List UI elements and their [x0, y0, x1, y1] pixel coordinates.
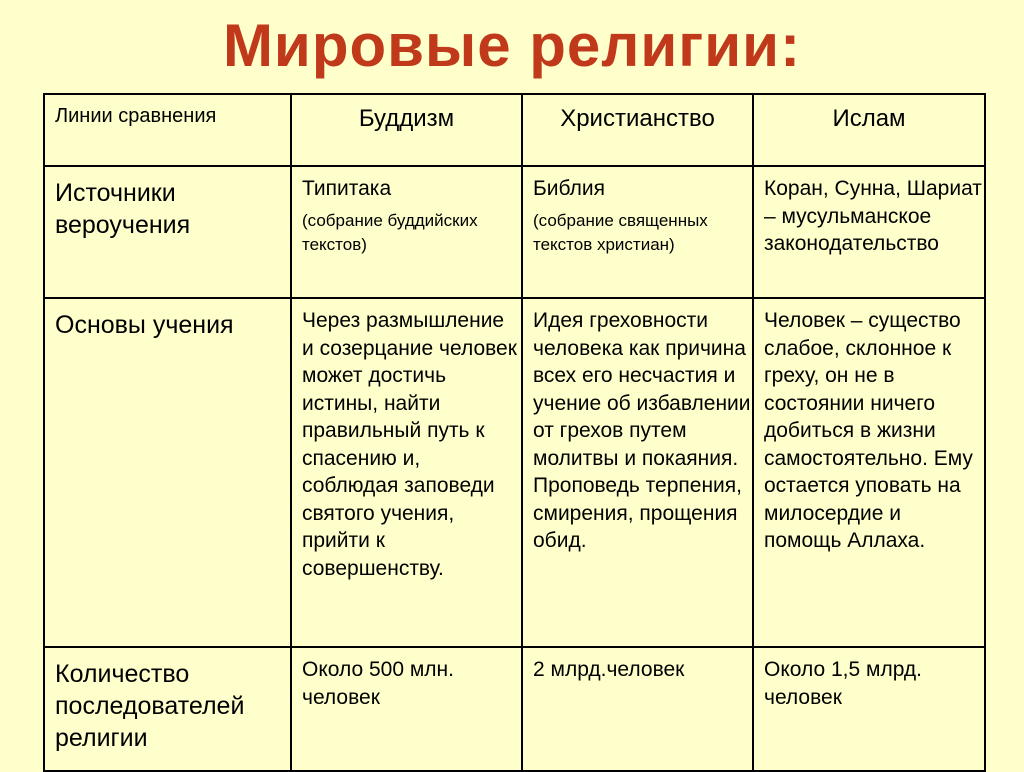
cell-followers-buddhism: Около 500 млн. человек — [291, 647, 522, 771]
cell-teaching-christianity: Идея греховности человека как причина всех его несчастия и учение об избавлении от грехов путем молитвы и покаяния. Проповедь терпения, смирения, прощения обид. — [522, 298, 753, 647]
header-buddhism: Буддизм — [291, 94, 522, 166]
table-row-teaching — [44, 298, 985, 647]
cell-sources-christianity — [522, 166, 753, 298]
row-label-followers: Количество последователей религии — [44, 647, 291, 771]
table-header-row — [44, 94, 985, 166]
comparison-table — [43, 93, 986, 772]
cell-main-text: Библия — [533, 177, 605, 200]
cell-teaching-islam: Человек – существо слабое, склонное к греху, он не в состоянии ничего добиться в жизни самостоятельно. Ему остается уповать на милосердие и помощь Аллаха. — [753, 298, 985, 647]
header-christianity: Христианство — [522, 94, 753, 166]
cell-main-text: Типитака — [302, 177, 392, 200]
table-row-followers — [44, 647, 985, 771]
cell-main-text: Коран, Сунна, Шариат – мусульманское законодательство — [764, 177, 982, 255]
cell-followers-islam: Около 1,5 млрд. человек — [753, 647, 985, 771]
cell-note-text: (собрание священных текстов христиан) — [533, 210, 708, 254]
header-criteria: Линии сравнения — [44, 94, 291, 166]
cell-teaching-buddhism: Через размышление и созерцание человек может достичь истины, найти правильный путь к спасению и, соблюдая заповеди святого учения, прийти к совершенству. — [291, 298, 522, 647]
row-label-teaching: Основы учения — [44, 298, 291, 647]
cell-sources-buddhism — [291, 166, 522, 298]
cell-followers-christianity: 2 млрд.человек — [522, 647, 753, 771]
table-row-sources — [44, 166, 985, 298]
cell-note-text: (собрание буддийских текстов) — [302, 210, 478, 254]
cell-sources-islam — [753, 166, 985, 298]
row-label-sources: Источники вероучения — [44, 166, 291, 298]
header-islam: Ислам — [753, 94, 985, 166]
page-title: Мировые религии: — [222, 12, 802, 79]
